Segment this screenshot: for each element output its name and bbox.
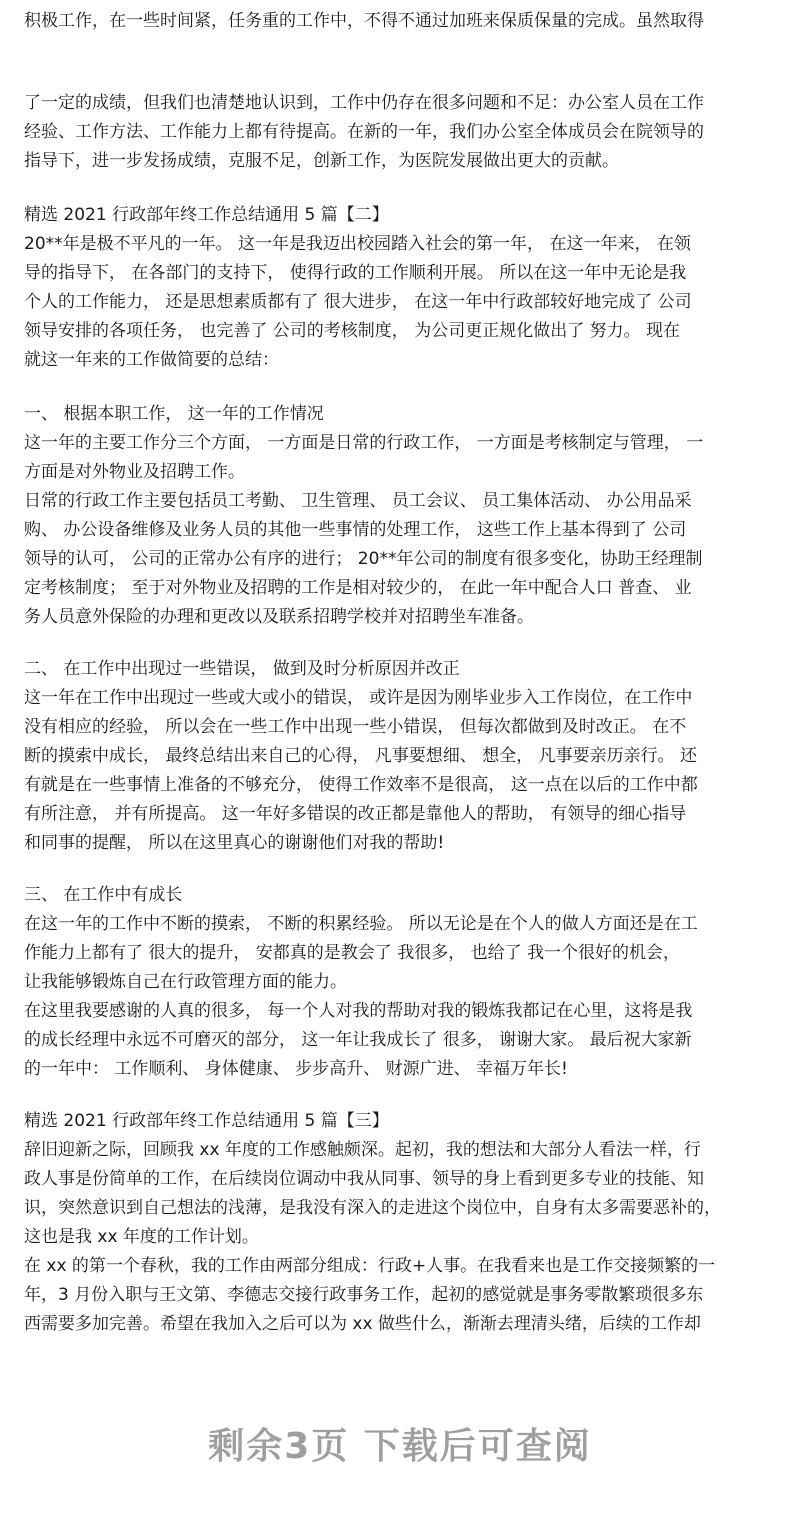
text-line: 辞旧迎新之际，回顾我 xx 年度的工作感触颇深。起初，我的想法和大部分人看法一样，行: [24, 1140, 701, 1160]
text-line: 经验、工作方法、工作能力上都有待提高。在新的一年，我们办公室全体成员会在院领导的: [24, 122, 704, 142]
subsection-heading: 一、 根据本职工作， 这一年的工作情况: [24, 404, 324, 424]
text-line: 年，3 月份入职与王文第、李德志交接行政事务工作，起初的感觉就是事务零散繁琐很多东: [24, 1285, 704, 1305]
text-line: 有就是在一些事情上准备的不够充分， 使得工作效率不是很高， 这一点在以后的工作中都: [24, 775, 698, 795]
text-line: 让我能够锻炼自己在行政管理方面的能力。: [24, 972, 347, 992]
text-line: 个人的工作能力， 还是思想素质都有了 很大进步， 在这一年中行政部较好地完成了 公司: [24, 292, 692, 312]
text-line: 了一定的成绩，但我们也清楚地认识到，工作中仍存在很多问题和不足：办公室人员在工作: [24, 93, 704, 113]
text-line: 西需要多加完善。希望在我加入之后可以为 xx 做些什么，渐渐去理清头绪，后续的工作却: [24, 1314, 701, 1334]
text-line: 这也是我 xx 年度的工作计划。: [24, 1227, 259, 1247]
subsection-heading: 二、 在工作中出现过一些错误， 做到及时分析原因并改正: [24, 659, 460, 679]
text-line: 有所注意， 并有所提高。 这一年好多错误的改正都是靠他人的帮助， 有领导的细心指导: [24, 804, 687, 824]
text-line: 就这一年来的工作做简要的总结：: [24, 350, 279, 370]
text-line: 日常的行政工作主要包括员工考勤、 卫生管理、 员工会议、 员工集体活动、 办公用品采: [24, 491, 692, 511]
text-line: 这一年在工作中出现过一些或大或小的错误， 或许是因为刚毕业步入工作岗位，在工作中: [24, 688, 693, 708]
text-line: 这一年的主要工作分三个方面， 一方面是日常的行政工作， 一方面是考核制定与管理， 一: [24, 433, 704, 453]
text-line: 和同事的提醒， 所以在这里真心的谢谢他们对我的帮助!: [24, 833, 445, 853]
text-line: 没有相应的经验， 所以会在一些工作中出现一些小错误， 但每次都做到及时改正。 在不: [24, 717, 687, 737]
text-line: 务人员意外保险的办理和更改以及联系招聘学校并对招聘坐车准备。: [24, 607, 534, 627]
text-line: 定考核制度； 至于对外物业及招聘的工作是相对较少的， 在此一年中配合人口 普查、 业: [24, 578, 692, 598]
text-line: 积极工作，在一些时间紧，任务重的工作中，不得不通过加班来保质保量的完成。虽然取得: [24, 11, 704, 31]
text-line: 购、 办公设备维修及业务人员的其他一些事情的处理工作， 这些工作上基本得到了 公司: [24, 520, 687, 540]
text-line: 在 xx 的第一个春秋，我的工作由两部分组成：行政+人事。在我看来也是工作交接频繁的一: [24, 1256, 716, 1276]
text-line: 领导的认可， 公司的正常办公有序的进行； 20**年公司的制度有很多变化，协助王经理制: [24, 549, 703, 569]
section-heading: 精选 2021 行政部年终工作总结通用 5 篇【三】: [24, 1111, 389, 1131]
text-line: 的成长经理中永远不可磨灭的部分， 这一年让我成长了 很多， 谢谢大家。 最后祝大家新: [24, 1030, 692, 1050]
subsection-heading: 三、 在工作中有成长: [24, 885, 183, 905]
text-line: 领导安排的各项任务， 也完善了 公司的考核制度， 为公司更正规化做出了 努力。 现在: [24, 321, 681, 341]
remaining-pages-notice: 剩余3页 下载后可查阅: [208, 1426, 592, 1467]
text-line: 方面是对外物业及招聘工作。: [24, 462, 245, 482]
text-line: 导的指导下， 在各部门的支持下， 使得行政的工作顺利开展。 所以在这一年中无论是我: [24, 263, 687, 283]
section-heading: 精选 2021 行政部年终工作总结通用 5 篇【二】: [24, 205, 389, 225]
text-line: 在这一年的工作中不断的摸索， 不断的积累经验。 所以无论是在个人的做人方面还是在工: [24, 914, 698, 934]
text-line: 政人事是份简单的工作，在后续岗位调动中我从同事、领导的身上看到更多专业的技能、知: [24, 1169, 704, 1189]
text-line: 断的摸索中成长， 最终总结出来自己的心得， 凡事要想细、 想全， 凡事要亲历亲行。 还: [24, 746, 698, 766]
text-line: 作能力上都有了 很大的提升， 安都真的是教会了 我很多， 也给了 我一个很好的机会，: [24, 943, 681, 963]
text-line: 在这里我要感谢的人真的很多， 每一个人对我的帮助对我的锻炼我都记在心里，这将是我: [24, 1001, 693, 1021]
text-line: 识，突然意识到自己想法的浅薄，是我没有深入的走进这个岗位中，自身有太多需要恶补的，: [24, 1198, 721, 1218]
text-line: 指导下，进一步发扬成绩，克服不足，创新工作，为医院发展做出更大的贡献。: [24, 151, 619, 171]
text-line: 的一年中： 工作顺利、 身体健康、 步步高升、 财源广进、 幸福万年长!: [24, 1059, 568, 1079]
text-line: 20**年是极不平凡的一年。 这一年是我迈出校园踏入社会的第一年， 在这一年来， 在领: [24, 234, 691, 254]
